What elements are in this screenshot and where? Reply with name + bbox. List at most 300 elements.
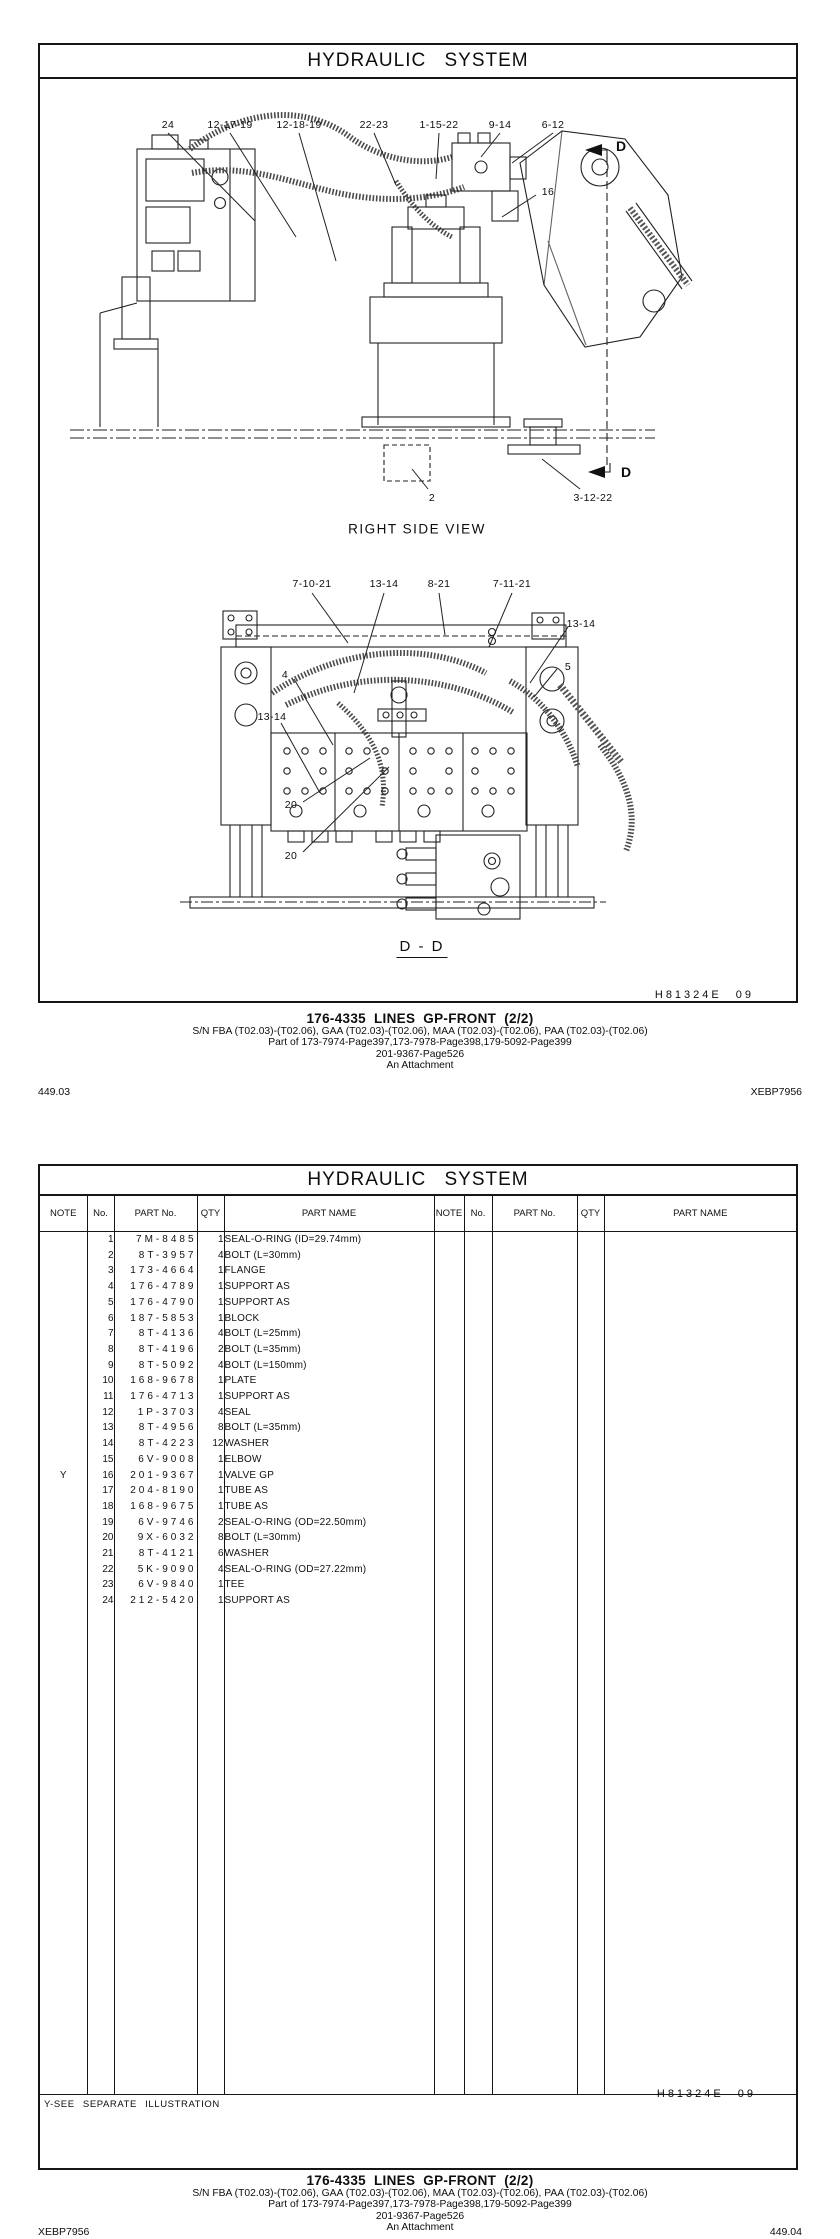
empty-cell bbox=[492, 1530, 577, 1546]
table-row bbox=[40, 1405, 796, 1421]
part-name-cell: BOLT (L=30mm) bbox=[224, 1530, 434, 1546]
callout-6-12: 6-12 bbox=[541, 119, 565, 131]
page2-title bbox=[40, 1166, 796, 1196]
section-d-label-bottom: D bbox=[620, 464, 632, 480]
empty-cell bbox=[577, 1420, 604, 1436]
no-cell: 14 bbox=[87, 1436, 114, 1452]
empty-cell bbox=[464, 1483, 492, 1499]
qty-cell: 4 bbox=[197, 1326, 224, 1342]
table-row bbox=[40, 1248, 796, 1264]
no-cell: 1 bbox=[87, 1232, 114, 1248]
part-no-cell: 176-4713 bbox=[114, 1389, 197, 1405]
no-cell: 13 bbox=[87, 1420, 114, 1436]
part-name-cell: WASHER bbox=[224, 1436, 434, 1452]
empty-cell bbox=[577, 1499, 604, 1515]
note-cell bbox=[40, 1326, 87, 1342]
empty-cell bbox=[434, 1436, 464, 1452]
empty-cell bbox=[604, 1436, 796, 1452]
empty-cell bbox=[577, 1232, 604, 1248]
empty-cell bbox=[464, 1452, 492, 1468]
empty-cell bbox=[434, 1530, 464, 1546]
callout-13-14-left: 13-14 bbox=[257, 711, 287, 723]
note-cell bbox=[40, 1389, 87, 1405]
part-no-cell: 5K-9090 bbox=[114, 1562, 197, 1578]
sheet2-footer bbox=[0, 2173, 840, 2234]
part-name-cell: BOLT (L=25mm) bbox=[224, 1326, 434, 1342]
doc-code-sheet2 bbox=[657, 2087, 756, 2103]
no-cell: 9 bbox=[87, 1358, 114, 1374]
footer-serial: S/N FBA (T02.03)-(T02.06), GAA (T02.03)-(T02.06), MAA (T02.03)-(T02.06), PAA (T02.03)-(T02.06) bbox=[192, 1026, 648, 1037]
empty-cell bbox=[577, 1515, 604, 1531]
empty-cell bbox=[434, 1405, 464, 1421]
part-no-cell: 204-8190 bbox=[114, 1483, 197, 1499]
callout-8-21: 8-21 bbox=[427, 578, 451, 590]
page-number-left: 449.03 bbox=[38, 1086, 71, 1098]
note-cell bbox=[40, 1342, 87, 1358]
qty-cell: 2 bbox=[197, 1515, 224, 1531]
callout-16: 16 bbox=[541, 186, 555, 198]
table-row bbox=[40, 1279, 796, 1295]
footer2-title: 176-4335 LINES GP-FRONT (2/2) bbox=[306, 2173, 534, 2188]
part-name-cell: WASHER bbox=[224, 1546, 434, 1562]
qty-cell: 1 bbox=[197, 1373, 224, 1389]
no-cell: 17 bbox=[87, 1483, 114, 1499]
empty-cell bbox=[492, 1483, 577, 1499]
empty-cell bbox=[492, 1279, 577, 1295]
page-number-right-2: 449.04 bbox=[769, 2226, 802, 2238]
empty-cell bbox=[604, 1468, 796, 1484]
callout-7-11-21: 7-11-21 bbox=[492, 578, 532, 590]
empty-cell bbox=[577, 1263, 604, 1279]
empty-cell bbox=[577, 1468, 604, 1484]
empty-cell bbox=[604, 1420, 796, 1436]
part-no-cell: 168-9675 bbox=[114, 1499, 197, 1515]
empty-cell bbox=[464, 1279, 492, 1295]
empty-cell bbox=[464, 1499, 492, 1515]
empty-cell bbox=[464, 1358, 492, 1374]
empty-cell bbox=[604, 1593, 796, 1609]
empty-cell bbox=[464, 1295, 492, 1311]
part-name-cell: BOLT (L=30mm) bbox=[224, 1248, 434, 1264]
part-no-cell: 6V-9008 bbox=[114, 1452, 197, 1468]
part-name-cell: SUPPORT AS bbox=[224, 1389, 434, 1405]
empty-cell bbox=[577, 1342, 604, 1358]
qty-cell: 1 bbox=[197, 1577, 224, 1593]
empty-cell bbox=[577, 1593, 604, 1609]
part-name-cell: TUBE AS bbox=[224, 1483, 434, 1499]
empty-cell bbox=[464, 1530, 492, 1546]
part-name-cell: BLOCK bbox=[224, 1311, 434, 1327]
empty-cell bbox=[604, 1405, 796, 1421]
empty-cell bbox=[604, 1452, 796, 1468]
empty-cell bbox=[464, 1562, 492, 1578]
footer2-page-ref: 201-9367-Page526 bbox=[375, 2210, 465, 2222]
table-row bbox=[40, 1358, 796, 1374]
table-footnote-row bbox=[40, 2094, 796, 2110]
footer2-serial: S/N FBA (T02.03)-(T02.06), GAA (T02.03)-(T02.06), MAA (T02.03)-(T02.06), PAA (T02.03)-(T02.06) bbox=[192, 2188, 648, 2199]
no-cell: 18 bbox=[87, 1499, 114, 1515]
part-name-cell: SEAL bbox=[224, 1405, 434, 1421]
part-name-cell: FLANGE bbox=[224, 1263, 434, 1279]
qty-cell: 1 bbox=[197, 1389, 224, 1405]
table-row bbox=[40, 1295, 796, 1311]
right-side-view-caption: RIGHT SIDE VIEW bbox=[348, 521, 486, 537]
empty-cell bbox=[464, 1311, 492, 1327]
table-header-cell: NOTE bbox=[434, 1196, 464, 1232]
empty-cell bbox=[464, 1232, 492, 1248]
empty-cell bbox=[464, 1389, 492, 1405]
empty-cell bbox=[492, 1295, 577, 1311]
empty-cell bbox=[464, 1436, 492, 1452]
part-name-cell: SEAL-O-RING (OD=27.22mm) bbox=[224, 1562, 434, 1578]
callout-4: 4 bbox=[281, 669, 289, 681]
empty-cell bbox=[492, 1452, 577, 1468]
empty-cell bbox=[492, 1263, 577, 1279]
doc-rev-text-2: 09 bbox=[737, 2087, 756, 2100]
part-no-cell: 1P-3703 bbox=[114, 1405, 197, 1421]
empty-cell bbox=[434, 1468, 464, 1484]
sheet1-footer bbox=[0, 1011, 840, 1072]
part-no-cell: 8T-4223 bbox=[114, 1436, 197, 1452]
empty-cell bbox=[434, 1279, 464, 1295]
note-cell bbox=[40, 1248, 87, 1264]
empty-cell bbox=[604, 1326, 796, 1342]
part-name-cell: SEAL-O-RING (ID=29.74mm) bbox=[224, 1232, 434, 1248]
empty-cell bbox=[492, 1373, 577, 1389]
callout-22-23: 22-23 bbox=[359, 119, 389, 131]
qty-cell: 8 bbox=[197, 1530, 224, 1546]
qty-cell: 2 bbox=[197, 1342, 224, 1358]
empty-cell bbox=[434, 1295, 464, 1311]
empty-cell bbox=[577, 1452, 604, 1468]
empty-cell bbox=[492, 1546, 577, 1562]
part-no-cell: 173-4664 bbox=[114, 1263, 197, 1279]
note-cell bbox=[40, 1358, 87, 1374]
no-cell: 23 bbox=[87, 1577, 114, 1593]
no-cell: 19 bbox=[87, 1515, 114, 1531]
table-header-cell: QTY bbox=[197, 1196, 224, 1232]
empty-cell bbox=[464, 1420, 492, 1436]
note-cell bbox=[40, 1530, 87, 1546]
qty-cell: 1 bbox=[197, 1263, 224, 1279]
qty-cell: 1 bbox=[197, 1279, 224, 1295]
callout-13-14-right: 13-14 bbox=[566, 618, 596, 630]
empty-cell bbox=[464, 1342, 492, 1358]
qty-cell: 12 bbox=[197, 1436, 224, 1452]
part-no-cell: 176-4790 bbox=[114, 1295, 197, 1311]
footnote-text: Y-SEE SEPARATE ILLUSTRATION bbox=[44, 2098, 220, 2110]
media-number-left-2: XEBP7956 bbox=[38, 2226, 90, 2238]
empty-cell bbox=[604, 1295, 796, 1311]
part-name-cell: BOLT (L=35mm) bbox=[224, 1420, 434, 1436]
table-header-cell: QTY bbox=[577, 1196, 604, 1232]
table-row bbox=[40, 1593, 796, 1609]
empty-cell bbox=[492, 1389, 577, 1405]
table-row bbox=[40, 1530, 796, 1546]
empty-cell bbox=[434, 1263, 464, 1279]
table-header-cell: PART No. bbox=[114, 1196, 197, 1232]
part-no-cell: 7M-8485 bbox=[114, 1232, 197, 1248]
table-row bbox=[40, 1483, 796, 1499]
part-name-cell: SUPPORT AS bbox=[224, 1279, 434, 1295]
table-row bbox=[40, 1232, 796, 1248]
doc-code-text: H81324E bbox=[654, 989, 722, 1001]
empty-cell bbox=[577, 1405, 604, 1421]
table-row bbox=[40, 1577, 796, 1593]
empty-cell bbox=[604, 1279, 796, 1295]
doc-code-sheet1 bbox=[655, 989, 754, 1001]
empty-cell bbox=[464, 1577, 492, 1593]
empty-cell bbox=[434, 1342, 464, 1358]
part-no-cell: 176-4789 bbox=[114, 1279, 197, 1295]
empty-cell bbox=[464, 1546, 492, 1562]
empty-cell bbox=[434, 1389, 464, 1405]
part-no-cell: 187-5853 bbox=[114, 1311, 197, 1327]
callout-9-14: 9-14 bbox=[488, 119, 512, 131]
part-no-cell: 212-5420 bbox=[114, 1593, 197, 1609]
qty-cell: 8 bbox=[197, 1420, 224, 1436]
empty-cell bbox=[577, 1326, 604, 1342]
empty-cell bbox=[492, 1593, 577, 1609]
empty-cell bbox=[492, 1436, 577, 1452]
part-name-cell: TEE bbox=[224, 1577, 434, 1593]
empty-cell bbox=[492, 1342, 577, 1358]
note-cell bbox=[40, 1452, 87, 1468]
qty-cell: 6 bbox=[197, 1546, 224, 1562]
empty-cell bbox=[604, 1530, 796, 1546]
table-row bbox=[40, 1263, 796, 1279]
empty-cell bbox=[434, 1248, 464, 1264]
qty-cell: 4 bbox=[197, 1358, 224, 1374]
table-row bbox=[40, 1311, 796, 1327]
empty-cell bbox=[464, 1326, 492, 1342]
note-cell bbox=[40, 1405, 87, 1421]
page2-title-text: HYDRAULIC SYSTEM bbox=[307, 1169, 529, 1190]
empty-cell bbox=[577, 1436, 604, 1452]
part-no-cell: 8T-4121 bbox=[114, 1546, 197, 1562]
table-header-cell: No. bbox=[87, 1196, 114, 1232]
media-number-right: XEBP7956 bbox=[750, 1086, 802, 1098]
empty-cell bbox=[434, 1311, 464, 1327]
table-row bbox=[40, 1373, 796, 1389]
qty-cell: 1 bbox=[197, 1311, 224, 1327]
qty-cell: 4 bbox=[197, 1562, 224, 1578]
qty-cell: 1 bbox=[197, 1468, 224, 1484]
callout-20-b: 20 bbox=[284, 850, 298, 862]
no-cell: 7 bbox=[87, 1326, 114, 1342]
no-cell: 24 bbox=[87, 1593, 114, 1609]
empty-cell bbox=[604, 1358, 796, 1374]
part-name-cell: BOLT (L=35mm) bbox=[224, 1342, 434, 1358]
empty-cell bbox=[577, 1373, 604, 1389]
parts-table bbox=[40, 1196, 796, 2111]
empty-cell bbox=[604, 1373, 796, 1389]
no-cell: 6 bbox=[87, 1311, 114, 1327]
empty-cell bbox=[434, 1546, 464, 1562]
drawing-area bbox=[40, 45, 796, 1001]
callout-12-18-19: 12-18-19 bbox=[276, 119, 322, 131]
table-header-cell: NOTE bbox=[40, 1196, 87, 1232]
empty-cell bbox=[464, 1248, 492, 1264]
empty-cell bbox=[604, 1342, 796, 1358]
doc-code-text-2: H81324E bbox=[656, 2087, 724, 2100]
part-no-cell: 6V-9840 bbox=[114, 1577, 197, 1593]
table-header-row bbox=[40, 1196, 796, 1232]
note-cell bbox=[40, 1499, 87, 1515]
callout-3-12-22: 3-12-22 bbox=[573, 492, 613, 504]
no-cell: 8 bbox=[87, 1342, 114, 1358]
empty-cell bbox=[434, 1499, 464, 1515]
footer2-part-of: Part of 173-7974-Page397,173-7978-Page398,179-5092-Page399 bbox=[268, 2199, 572, 2211]
part-name-cell: SUPPORT AS bbox=[224, 1295, 434, 1311]
part-name-cell: PLATE bbox=[224, 1373, 434, 1389]
hydraulic-line-drawing bbox=[40, 45, 796, 970]
no-cell: 15 bbox=[87, 1452, 114, 1468]
qty-cell: 4 bbox=[197, 1248, 224, 1264]
empty-cell bbox=[434, 1326, 464, 1342]
empty-cell bbox=[492, 1326, 577, 1342]
no-cell: 11 bbox=[87, 1389, 114, 1405]
note-cell bbox=[40, 1311, 87, 1327]
footer-part-of: Part of 173-7974-Page397,173-7978-Page398,179-5092-Page399 bbox=[268, 1037, 572, 1049]
sheet-2 bbox=[38, 1164, 798, 2170]
footer-title: 176-4335 LINES GP-FRONT (2/2) bbox=[306, 1011, 534, 1026]
part-name-cell: SEAL-O-RING (OD=22.50mm) bbox=[224, 1515, 434, 1531]
part-no-cell: 6V-9746 bbox=[114, 1515, 197, 1531]
empty-cell bbox=[492, 1311, 577, 1327]
empty-cell bbox=[577, 1483, 604, 1499]
no-cell: 3 bbox=[87, 1263, 114, 1279]
empty-cell bbox=[434, 1420, 464, 1436]
no-cell: 21 bbox=[87, 1546, 114, 1562]
no-cell: 5 bbox=[87, 1295, 114, 1311]
empty-cell bbox=[464, 1468, 492, 1484]
callout-1-15-22: 1-15-22 bbox=[419, 119, 459, 131]
leader-lines-2 bbox=[281, 593, 568, 852]
callout-5: 5 bbox=[564, 661, 572, 673]
part-name-cell: ELBOW bbox=[224, 1452, 434, 1468]
empty-cell bbox=[604, 1515, 796, 1531]
part-no-cell: 8T-4196 bbox=[114, 1342, 197, 1358]
table-header-cell: PART NAME bbox=[604, 1196, 796, 1232]
empty-cell bbox=[577, 1248, 604, 1264]
part-no-cell: 168-9678 bbox=[114, 1373, 197, 1389]
table-row bbox=[40, 1499, 796, 1515]
table-header-cell: PART No. bbox=[492, 1196, 577, 1232]
callout-13-14-top: 13-14 bbox=[369, 578, 399, 590]
empty-cell bbox=[492, 1515, 577, 1531]
part-name-cell: SUPPORT AS bbox=[224, 1593, 434, 1609]
table-header-cell: No. bbox=[464, 1196, 492, 1232]
empty-cell bbox=[434, 1373, 464, 1389]
empty-cell bbox=[604, 1389, 796, 1405]
note-cell bbox=[40, 1232, 87, 1248]
empty-cell bbox=[492, 1420, 577, 1436]
empty-cell bbox=[434, 1358, 464, 1374]
empty-cell bbox=[464, 1373, 492, 1389]
note-cell bbox=[40, 1263, 87, 1279]
table-row bbox=[40, 1515, 796, 1531]
qty-cell: 1 bbox=[197, 1295, 224, 1311]
qty-cell: 1 bbox=[197, 1483, 224, 1499]
page-title-text: HYDRAULIC SYSTEM bbox=[307, 50, 529, 71]
empty-cell bbox=[492, 1499, 577, 1515]
sheet-1 bbox=[38, 43, 798, 1003]
note-cell bbox=[40, 1546, 87, 1562]
empty-cell bbox=[577, 1530, 604, 1546]
doc-rev-text: 09 bbox=[735, 989, 754, 1001]
empty-cell bbox=[492, 1468, 577, 1484]
empty-cell bbox=[492, 1358, 577, 1374]
callout-20-a: 20 bbox=[284, 799, 298, 811]
empty-cell bbox=[577, 1577, 604, 1593]
no-cell: 4 bbox=[87, 1279, 114, 1295]
table-row bbox=[40, 1452, 796, 1468]
note-cell bbox=[40, 1577, 87, 1593]
empty-cell bbox=[577, 1311, 604, 1327]
part-no-cell: 8T-4956 bbox=[114, 1420, 197, 1436]
table-row bbox=[40, 1420, 796, 1436]
qty-cell: 1 bbox=[197, 1499, 224, 1515]
callout-2: 2 bbox=[428, 492, 436, 504]
callout-24: 24 bbox=[161, 119, 175, 131]
table-row bbox=[40, 1326, 796, 1342]
part-no-cell: 9X-6032 bbox=[114, 1530, 197, 1546]
empty-cell bbox=[604, 1263, 796, 1279]
empty-cell bbox=[577, 1295, 604, 1311]
qty-cell: 1 bbox=[197, 1232, 224, 1248]
footer-attachment: An Attachment bbox=[386, 1060, 454, 1072]
table-row bbox=[40, 1436, 796, 1452]
part-no-cell: 8T-3957 bbox=[114, 1248, 197, 1264]
note-cell bbox=[40, 1436, 87, 1452]
table-row bbox=[40, 1342, 796, 1358]
empty-cell bbox=[434, 1562, 464, 1578]
table-header-cell: PART NAME bbox=[224, 1196, 434, 1232]
callout-7-10-21: 7-10-21 bbox=[292, 578, 332, 590]
empty-cell bbox=[434, 1483, 464, 1499]
empty-cell bbox=[492, 1248, 577, 1264]
empty-cell bbox=[604, 1546, 796, 1562]
qty-cell: 1 bbox=[197, 1452, 224, 1468]
part-name-cell: TUBE AS bbox=[224, 1499, 434, 1515]
note-cell bbox=[40, 1420, 87, 1436]
table-row bbox=[40, 1546, 796, 1562]
empty-cell bbox=[492, 1562, 577, 1578]
no-cell: 10 bbox=[87, 1373, 114, 1389]
empty-cell bbox=[604, 1248, 796, 1264]
empty-cell bbox=[434, 1232, 464, 1248]
table-row bbox=[40, 1389, 796, 1405]
callout-12-17-19: 12-17-19 bbox=[207, 119, 253, 131]
empty-cell bbox=[604, 1483, 796, 1499]
empty-cell bbox=[434, 1577, 464, 1593]
no-cell: 16 bbox=[87, 1468, 114, 1484]
table-row bbox=[40, 1562, 796, 1578]
note-cell: Y bbox=[59, 1469, 67, 1481]
no-cell: 20 bbox=[87, 1530, 114, 1546]
empty-cell bbox=[577, 1546, 604, 1562]
note-cell bbox=[40, 1562, 87, 1578]
no-cell: 22 bbox=[87, 1562, 114, 1578]
empty-cell bbox=[604, 1311, 796, 1327]
part-no-cell: 8T-5092 bbox=[114, 1358, 197, 1374]
part-name-cell: BOLT (L=150mm) bbox=[224, 1358, 434, 1374]
footer-page-ref: 201-9367-Page526 bbox=[375, 1048, 465, 1060]
note-cell bbox=[40, 1483, 87, 1499]
empty-cell bbox=[492, 1577, 577, 1593]
empty-cell bbox=[464, 1405, 492, 1421]
